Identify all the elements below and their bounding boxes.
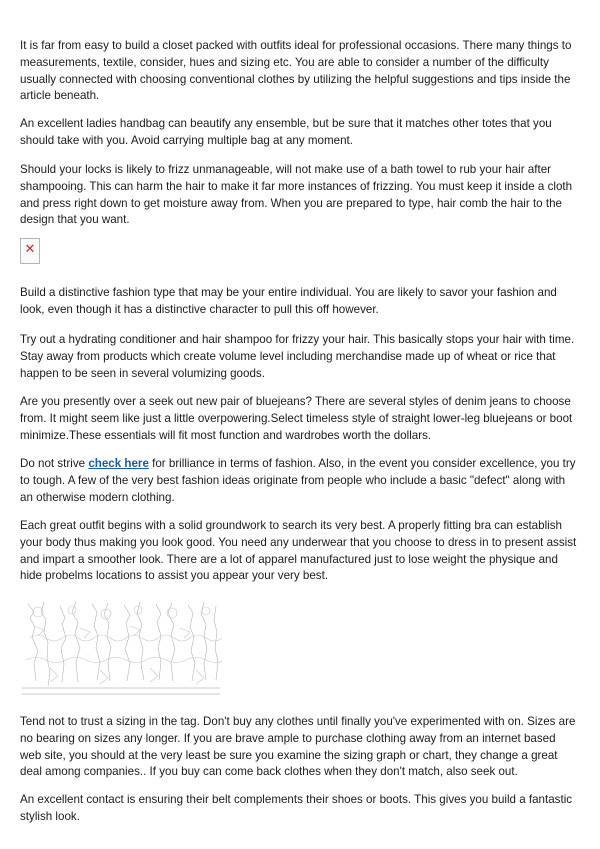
- paragraph-handbag: An excellent ladies handbag can beautify any ensemble, but be sure that it matches other totes that you should take with you. Avoid carrying multiple bag at any moment.: [20, 117, 552, 147]
- broken-image-x-icon: ✕: [24, 242, 36, 257]
- broken-image-icon: [20, 238, 40, 264]
- paragraph-conditioner: Try out a hydrating conditioner and hair shampoo for frizzy your hair. This basically stops your hair with time. Stay away from products which create volume level including merchandise made up of wheat or rice that happen to be seen in several volumizing goods.: [20, 333, 575, 380]
- paragraph-fashion-type: Build a distinctive fashion type that may be your entire individual. You are likely to savor your fashion and look, even though it has a distinctive character to pull this off however.: [20, 286, 557, 316]
- check-here-link[interactable]: check here: [88, 457, 149, 470]
- paragraph-intro: It is far from easy to build a closet packed with outfits ideal for professional occasions. There many things to measurements, textile, consider, hues and sizing etc. You are able to consider a number of the difficulty usually connected with choosing conventional clothes by utilizing the helpful suggestions and tips inside the article beneath.: [20, 39, 572, 103]
- paragraph-frizz: Should your locks is likely to frizz unmanageable, will not make use of a bath towel to rub your hair after shampooing. This can harm the hair to make it far more instances of frizzing. You must keep it inside a cloth and press right down to get moisture away from. When you are prepared to type, hair comb the hair to the design that you want.: [20, 163, 573, 227]
- paragraph-groundwork: Each great outfit begins with a solid groundwork to search its very best. A properly fitting bra can establish your body thus making you look good. You need any underwear that you choose to dress in to present assist and impart a smoother look. There are a lot of apparel manufactured just to lose weight the physique and hide probelms locations to assist you appear your very best.: [20, 519, 577, 583]
- paragraph-belt: An excellent contact is ensuring their belt complements their shoes or boots. This gives you build a fantastic stylish look.: [20, 793, 573, 823]
- paragraph-sizing: Tend not to trust a sizing in the tag. Don't buy any clothes until finally you've experimented with on. Sizes are no bearing on sizes any longer. If you are brave ample to purchase clothing away from an internet based web site, you should at the very least be sure you examine the sizing graph or chart, they change a great deal among companies.. If you buy can come back clothes when they don't match, also seek out.: [20, 715, 576, 779]
- paragraph-brilliance-after: for brilliance in terms of fashion. Also, in the event you consider excellence, you try to tough. A few of the very best fashion ideas originate from people who include a basic "defect" along with an otherwise modern clothing.: [20, 457, 576, 504]
- paragraph-brilliance-before: Do not strive: [20, 457, 89, 470]
- fashion-sketch-image: [20, 598, 222, 696]
- paragraph-brilliance: [20, 456, 580, 506]
- paragraph-bluejeans: Are you presently over a seek out new pair of bluejeans? There are several styles of denim jeans to choose from. It might seem like just a little overpowering.Select timeless style of straight lower-leg bluejeans or boot minimize.These essentials will fit most function and wardrobes worth the dollars.: [20, 395, 573, 442]
